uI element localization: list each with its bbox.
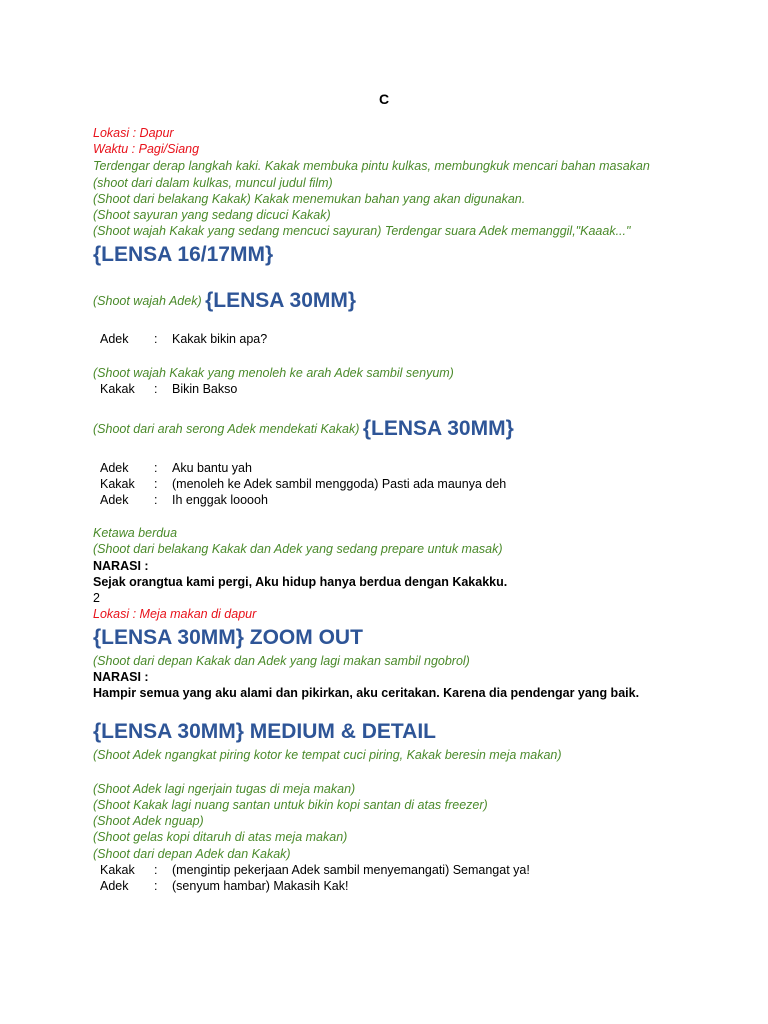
dialog-colon: : bbox=[154, 477, 158, 491]
lens-heading: {LENSA 30MM} bbox=[362, 417, 514, 440]
dialog-line bbox=[100, 862, 530, 878]
shot-direction: (Shoot wajah Adek) bbox=[93, 294, 202, 308]
dialog-text: (mengintip pekerjaan Adek sambil menyemangati) Semangat ya! bbox=[172, 863, 530, 877]
dialog-colon: : bbox=[154, 332, 158, 346]
scene-time: Waktu : Pagi/Siang bbox=[93, 142, 200, 156]
dialog-line bbox=[100, 460, 252, 476]
action-line: Ketawa berdua bbox=[93, 526, 178, 540]
dialog-text: (menoleh ke Adek sambil menggoda) Pasti ada maunya deh bbox=[172, 477, 507, 491]
lens-heading: {LENSA 30MM} bbox=[205, 289, 357, 312]
shot-direction: (Shoot Kakak lagi nuang santan untuk bikin kopi santan di atas freezer) bbox=[93, 798, 488, 812]
dialog-colon: : bbox=[154, 382, 158, 396]
shot-direction: (Shoot wajah Kakak yang sedang mencuci sayuran) Terdengar suara Adek memanggil,"Kaaak..." bbox=[93, 224, 631, 238]
action-line: Terdengar derap langkah kaki. Kakak membuka pintu kulkas, membungkuk mencari bahan masakan bbox=[93, 159, 650, 173]
shot-direction: (Shoot sayuran yang sedang dicuci Kakak) bbox=[93, 208, 331, 222]
shot-direction: (Shoot dari depan Adek dan Kakak) bbox=[93, 847, 291, 861]
scene-location: Lokasi : Dapur bbox=[93, 126, 174, 140]
narration-text: Hampir semua yang aku alami dan pikirkan, aku ceritakan. Karena dia pendengar yang baik. bbox=[93, 686, 640, 700]
dialog-text: Aku bantu yah bbox=[172, 461, 252, 475]
shot-direction: (Shoot gelas kopi ditaruh di atas meja makan) bbox=[93, 830, 348, 844]
dialog-line bbox=[100, 331, 267, 347]
speaker: Adek bbox=[100, 493, 129, 507]
shot-direction: (shoot dari dalam kulkas, muncul judul film) bbox=[93, 176, 333, 190]
speaker: Kakak bbox=[100, 477, 135, 491]
dialog-colon: : bbox=[154, 493, 158, 507]
speaker: Adek bbox=[100, 461, 129, 475]
dialog-text: (senyum hambar) Makasih Kak! bbox=[172, 879, 349, 893]
dialog-line bbox=[100, 381, 237, 397]
narration-label: NARASI : bbox=[93, 559, 149, 573]
dialog-line bbox=[100, 878, 348, 894]
scene-number: 2 bbox=[93, 591, 100, 605]
shot-direction: (Shoot Adek ngangkat piring kotor ke tempat cuci piring, Kakak beresin meja makan) bbox=[93, 748, 562, 762]
shot-direction: (Shoot dari arah serong Adek mendekati Kakak) bbox=[93, 422, 360, 436]
dialog-colon: : bbox=[154, 879, 158, 893]
dialog-colon: : bbox=[154, 863, 158, 877]
dialog-text: Ih enggak looooh bbox=[172, 493, 268, 507]
dialog-line bbox=[100, 476, 506, 492]
shot-direction: (Shoot Adek lagi ngerjain tugas di meja makan) bbox=[93, 782, 356, 796]
shot-with-lens bbox=[93, 416, 514, 442]
shot-direction: (Shoot dari depan Kakak dan Adek yang lagi makan sambil ngobrol) bbox=[93, 654, 470, 668]
lens-heading: {LENSA 16/17MM} bbox=[93, 243, 274, 266]
dialog-colon: : bbox=[154, 461, 158, 475]
speaker: Adek bbox=[100, 332, 129, 346]
lens-heading: {LENSA 30MM} MEDIUM & DETAIL bbox=[93, 720, 437, 743]
narration-label: NARASI : bbox=[93, 670, 149, 684]
scene-location: Lokasi : Meja makan di dapur bbox=[93, 607, 257, 621]
narration-text: Sejak orangtua kami pergi, Aku hidup hanya berdua dengan Kakakku. bbox=[93, 575, 508, 589]
shot-direction: (Shoot dari belakang Kakak) Kakak menemukan bahan yang akan digunakan. bbox=[93, 192, 526, 206]
shot-direction: (Shoot dari belakang Kakak dan Adek yang sedang prepare untuk masak) bbox=[93, 542, 503, 556]
dialog-text: Kakak bikin apa? bbox=[172, 332, 268, 346]
shot-direction: (Shoot wajah Kakak yang menoleh ke arah Adek sambil senyum) bbox=[93, 366, 454, 380]
lens-heading: {LENSA 30MM} ZOOM OUT bbox=[93, 626, 363, 649]
speaker: Kakak bbox=[100, 863, 135, 877]
shot-with-lens bbox=[93, 288, 356, 314]
speaker: Kakak bbox=[100, 382, 135, 396]
dialog-text: Bikin Bakso bbox=[172, 382, 238, 396]
page-title: C bbox=[378, 91, 390, 107]
dialog-line bbox=[100, 492, 268, 508]
speaker: Adek bbox=[100, 879, 129, 893]
shot-direction: (Shoot Adek nguap) bbox=[93, 814, 204, 828]
